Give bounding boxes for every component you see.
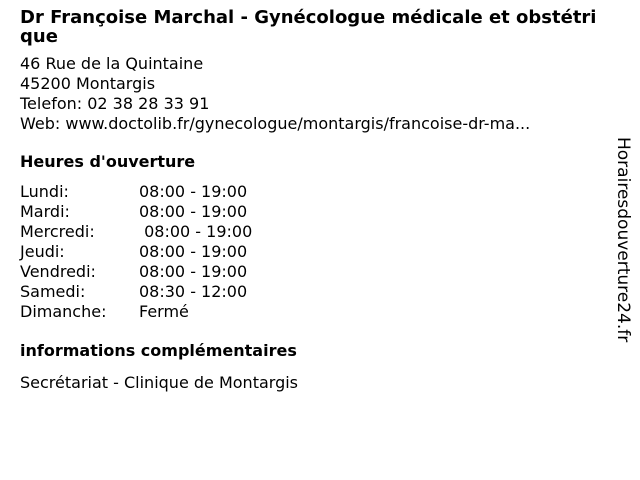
info-heading: informations complémentaires: [20, 341, 297, 360]
hours-day: Dimanche:: [20, 302, 107, 321]
hours-day: Jeudi:: [20, 242, 65, 261]
hours-day: Lundi:: [20, 182, 69, 201]
hours-row-vendredi: [20, 262, 600, 282]
address-city: 45200 Montargis: [20, 74, 156, 93]
hours-time: 08:00 - 19:00: [139, 202, 248, 221]
business-title: Dr Françoise Marchal - Gynécologue médicale et obstétrique: [20, 7, 597, 47]
hours-time: 08:00 - 19:00: [139, 182, 248, 201]
phone-number: Telefon: 02 38 28 33 91: [20, 94, 210, 113]
hours-time: 08:00 - 19:00: [139, 262, 248, 281]
hours-time: 08:00 - 19:00: [139, 222, 253, 241]
hours-table: [20, 182, 600, 322]
hours-row-dimanche: [20, 302, 600, 322]
hours-row-mardi: [20, 202, 600, 222]
hours-day: Mardi:: [20, 202, 70, 221]
hours-row-jeudi: [20, 242, 600, 262]
watermark-text: Horairesdouverture24.fr: [613, 137, 633, 343]
hours-day: Vendredi:: [20, 262, 96, 281]
hours-time: Fermé: [139, 302, 189, 321]
business-card: [20, 8, 600, 393]
hours-row-lundi: [20, 182, 600, 202]
website-link[interactable]: Web: www.doctolib.fr/gynecologue/montargis/francoise-dr-ma...: [20, 114, 531, 133]
address-block: [20, 54, 600, 134]
hours-day: Mercredi:: [20, 222, 95, 241]
hours-day: Samedi:: [20, 282, 86, 301]
info-text: Secrétariat - Clinique de Montargis: [20, 373, 298, 392]
hours-heading: Heures d'ouverture: [20, 152, 196, 171]
hours-time: 08:00 - 19:00: [139, 242, 248, 261]
hours-time: 08:30 - 12:00: [139, 282, 248, 301]
address-street: 46 Rue de la Quintaine: [20, 54, 204, 73]
hours-row-samedi: [20, 282, 600, 302]
hours-row-mercredi: [20, 222, 600, 242]
